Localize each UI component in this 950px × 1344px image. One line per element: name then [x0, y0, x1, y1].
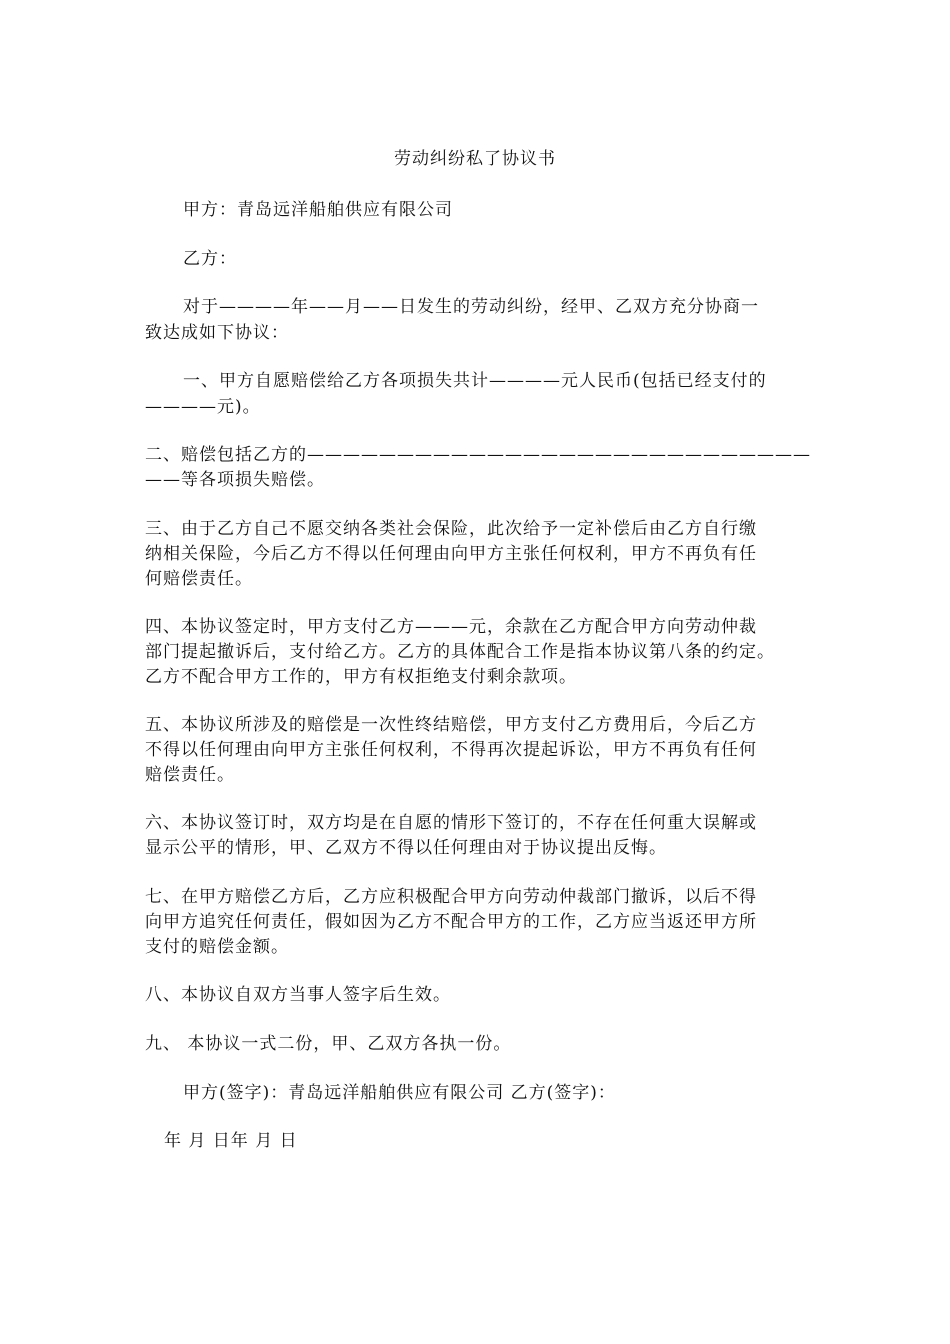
clause-5-line-3: 赔偿责任。 — [145, 765, 235, 785]
clause-4-line-3: 乙方不配合甲方工作的，甲方有权拒绝支付剩余款项。 — [145, 667, 577, 687]
party-b-line: 乙方： — [183, 249, 237, 269]
document-title: 劳动纠纷私了协议书 — [394, 149, 556, 169]
clause-7-line-2: 向甲方追究任何责任，假如因为乙方不配合甲方的工作，乙方应当返还甲方所 — [145, 912, 757, 932]
clause-1-line-2: ————元)。 — [145, 397, 261, 417]
clause-3-line-2: 纳相关保险，今后乙方不得以任何理由向甲方主张任何权利，甲方不再负有任 — [145, 544, 757, 564]
intro-line-2: 致达成如下协议： — [145, 323, 289, 343]
clause-3-line-3: 何赔偿责任。 — [145, 569, 253, 589]
clause-5-line-1: 五、本协议所涉及的赔偿是一次性终结赔偿，甲方支付乙方费用后，今后乙方 — [145, 715, 757, 735]
clause-9-line: 九、 本协议一式二份，甲、乙双方各执一份。 — [145, 1034, 512, 1054]
clause-7-line-3: 支付的赔偿金额。 — [145, 937, 289, 957]
clause-4-line-2: 部门提起撤诉后，支付给乙方。乙方的具体配合工作是指本协议第八条的约定。 — [145, 642, 775, 662]
clause-3-line-1: 三、由于乙方自己不愿交纳各类社会保险，此次给予一定补偿后由乙方自行缴 — [145, 519, 757, 539]
intro-line-1: 对于————年——月——日发生的劳动纠纷，经甲、乙双方充分协商一 — [183, 297, 759, 317]
party-a-line: 甲方：青岛远洋船舶供应有限公司 — [183, 200, 453, 220]
clause-5-line-2: 不得以任何理由向甲方主张任何权利，不得再次提起诉讼，甲方不再负有任何 — [145, 740, 757, 760]
date-line: 年 月 日年 月 日 — [164, 1131, 298, 1151]
clause-6-line-1: 六、本协议签订时，双方均是在自愿的情形下签订的，不存在任何重大误解或 — [145, 813, 757, 833]
clause-8-line: 八、本协议自双方当事人签字后生效。 — [145, 985, 451, 1005]
clause-7-line-1: 七、在甲方赔偿乙方后，乙方应积极配合甲方向劳动仲裁部门撤诉，以后不得 — [145, 887, 757, 907]
clause-4-line-1: 四、本协议签定时，甲方支付乙方———元，余款在乙方配合甲方向劳动仲裁 — [145, 617, 757, 637]
clause-2-line-2: ——等各项损失赔偿。 — [145, 470, 325, 490]
clause-2-line-1: 二、赔偿包括乙方的———————————————————————————— — [145, 445, 811, 465]
clause-6-line-2: 显示公平的情形，甲、乙双方不得以任何理由对于协议提出反悔。 — [145, 838, 667, 858]
clause-1-line-1: 一、甲方自愿赔偿给乙方各项损失共计————元人民币(包括已经支付的 — [183, 371, 767, 391]
signature-line: 甲方(签字)：青岛远洋船舶供应有限公司 乙方(签字)： — [183, 1083, 616, 1103]
